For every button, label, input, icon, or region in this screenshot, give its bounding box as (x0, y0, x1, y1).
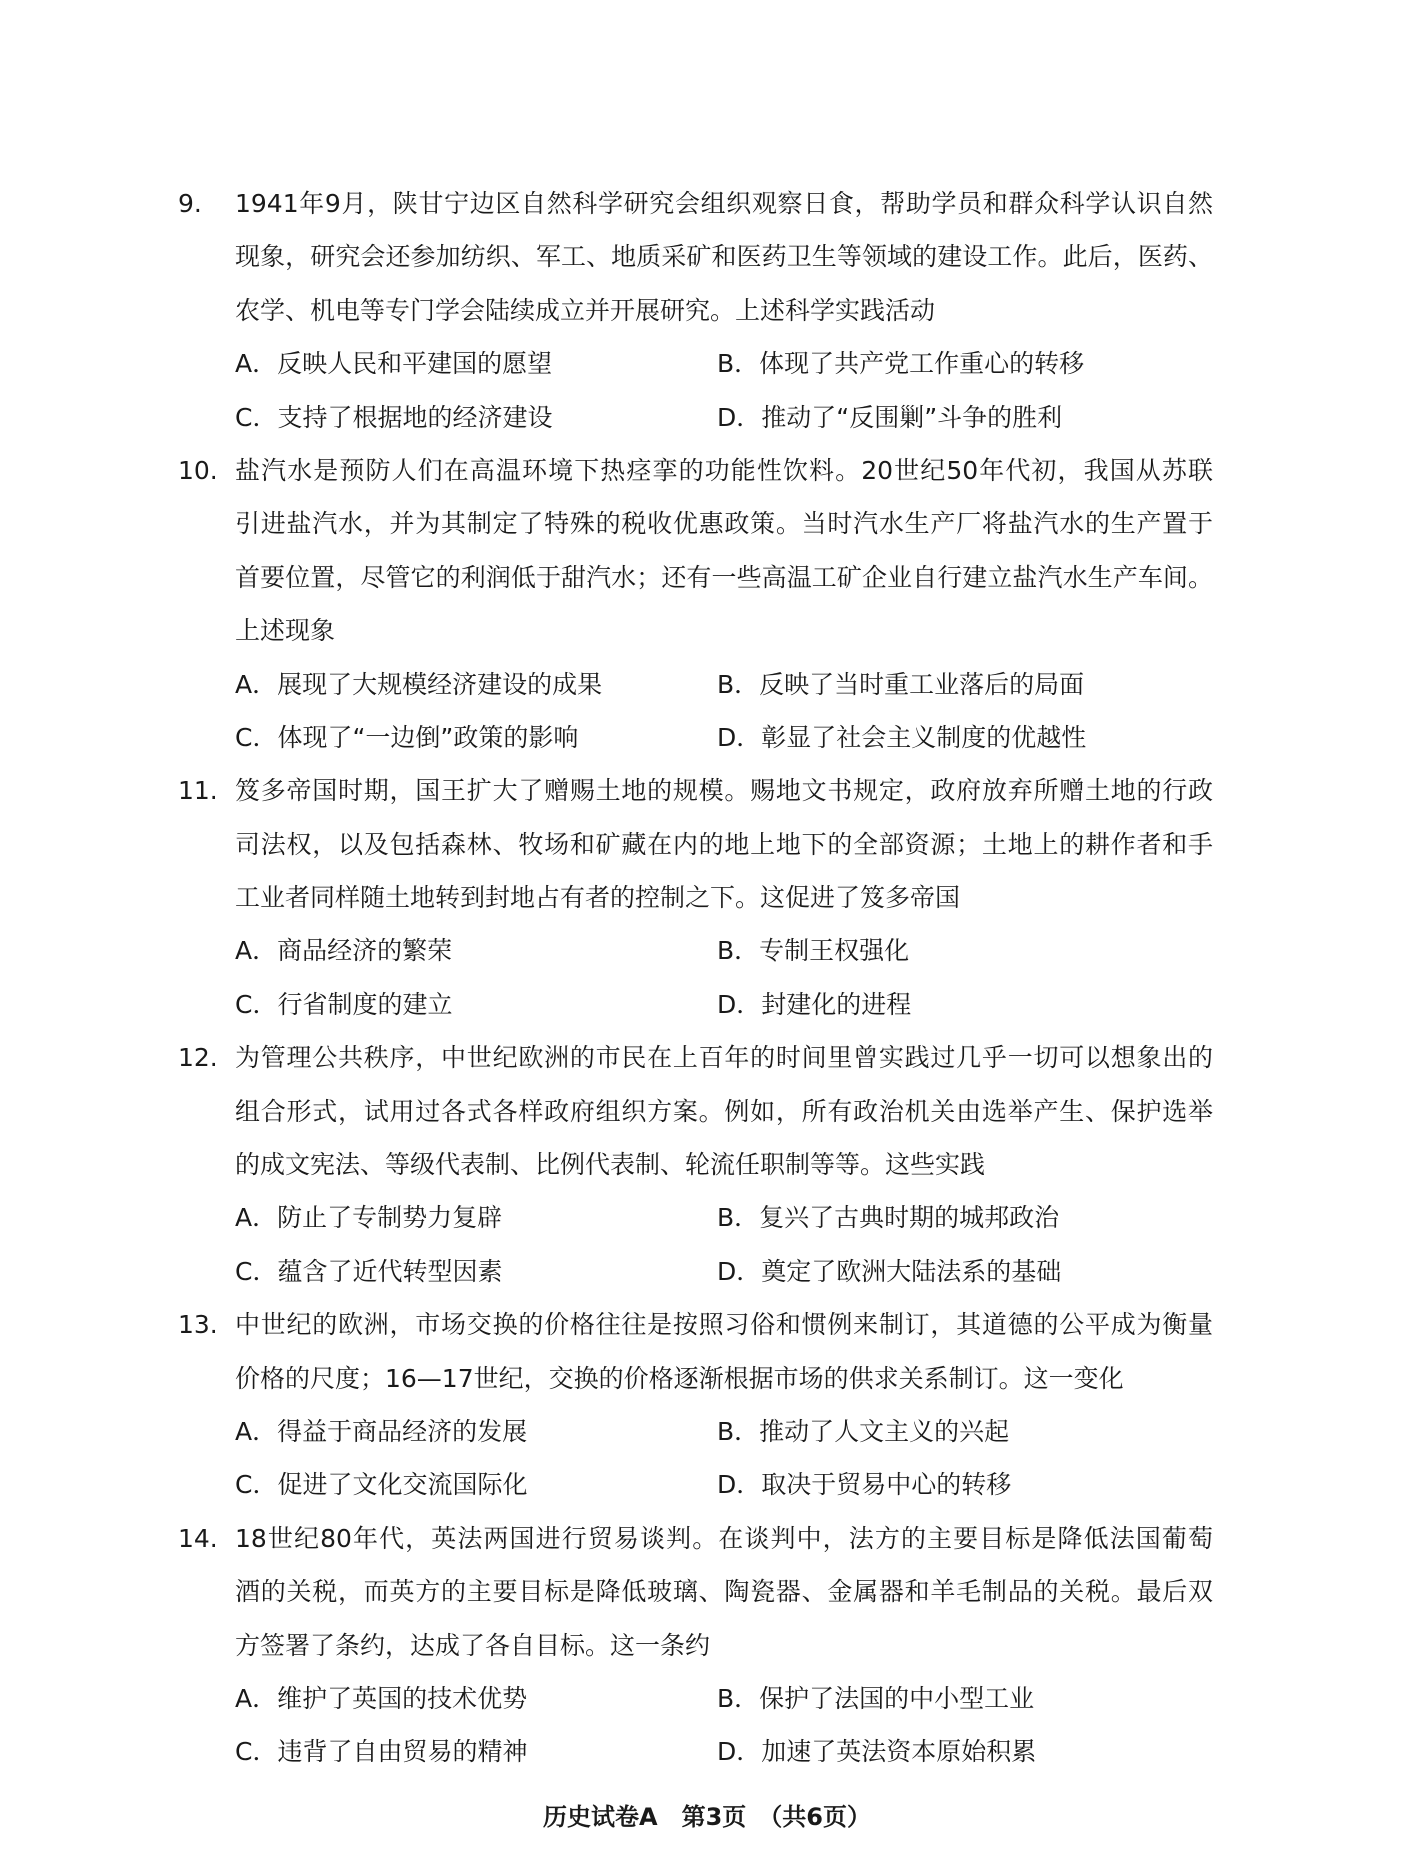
question-stem-line (0, 284, 1414, 337)
stem-text: 价格的尺度；16—17世纪，交换的价格逐渐根据市场的供求关系制订。这一变化 (235, 1363, 1124, 1393)
option-C: C．体现了“一边倒”政策的影响 (235, 722, 579, 752)
option-B: B．保护了法国的中小型工业 (717, 1683, 1035, 1713)
exam-page (0, 177, 1414, 1779)
stem-text: 为管理公共秩序，中世纪欧洲的市民在上百年的时间里曾实践过几乎一切可以想象出的 (235, 1043, 1213, 1073)
options-row (0, 1458, 1414, 1511)
option-A: A．反映人民和平建国的愿望 (235, 349, 553, 379)
option-D: D．彰显了社会主义制度的优越性 (717, 722, 1087, 752)
question-stem-line (0, 1352, 1414, 1405)
stem-text: 笈多帝国时期，国王扩大了赠赐土地的规模。赐地文书规定，政府放弃所赠土地的行政 (235, 776, 1213, 806)
question-number: 14. (178, 1523, 218, 1553)
option-C: C．违背了自由贸易的精神 (235, 1737, 528, 1767)
option-A: A．展现了大规模经济建设的成果 (235, 669, 603, 699)
question-13 (0, 1298, 1414, 1512)
option-D: D．推动了“反围剿”斗争的胜利 (717, 402, 1063, 432)
stem-text: 方签署了条约，达成了各自目标。这一条约 (235, 1630, 711, 1660)
option-D: D．封建化的进程 (717, 989, 912, 1019)
option-A: A．防止了专制势力复辟 (235, 1203, 503, 1233)
options-row (0, 1191, 1414, 1244)
option-B: B．推动了人文主义的兴起 (717, 1416, 1010, 1446)
question-stem-line (0, 551, 1414, 604)
options-row (0, 1672, 1414, 1725)
question-stem-line (0, 177, 1414, 230)
stem-text: 1941年9月，陕甘宁边区自然科学研究会组织观察日食，帮助学员和群众科学认识自然 (235, 189, 1213, 218)
stem-text: 上述现象 (235, 616, 336, 646)
page-footer: 历史试卷A 第3页 （共6页） (543, 1803, 871, 1831)
option-D: D．取决于贸易中心的转移 (717, 1470, 1012, 1500)
question-stem-line (0, 818, 1414, 871)
question-12 (0, 1031, 1414, 1298)
question-stem-line (0, 1085, 1414, 1138)
question-stem-line (0, 230, 1414, 283)
stem-text: 司法权，以及包括森林、牧场和矿藏在内的地上地下的全部资源；土地上的耕作者和手 (235, 829, 1213, 859)
options-row (0, 391, 1414, 444)
option-C: C．行省制度的建立 (235, 989, 453, 1019)
stem-text: 盐汽水是预防人们在高温环境下热痉挛的功能性饮料。20世纪50年代初，我国从苏联 (235, 455, 1213, 485)
stem-text: 酒的关税，而英方的主要目标是降低玻璃、陶瓷器、金属器和羊毛制品的关税。最后双 (235, 1577, 1213, 1607)
question-stem-line (0, 1512, 1414, 1565)
question-14 (0, 1512, 1414, 1779)
stem-text: 工业者同样随土地转到封地占有者的控制之下。这促进了笈多帝国 (235, 883, 961, 913)
option-B: B．体现了共产党工作重心的转移 (717, 349, 1085, 379)
question-stem-line (0, 1619, 1414, 1672)
question-9 (0, 177, 1414, 444)
question-11 (0, 764, 1414, 1031)
question-stem-line (0, 1138, 1414, 1191)
stem-text: 组合形式，试用过各式各样政府组织方案。例如，所有政治机关由选举产生、保护选举 (235, 1096, 1213, 1126)
options-row (0, 1405, 1414, 1458)
options-row (0, 978, 1414, 1031)
options-row (0, 711, 1414, 764)
option-C: C．促进了文化交流国际化 (235, 1470, 528, 1500)
stem-text: 现象，研究会还参加纺织、军工、地质采矿和医药卫生等领域的建设工作。此后，医药、 (235, 242, 1213, 272)
options-row (0, 337, 1414, 390)
option-D: D．奠定了欧洲大陆法系的基础 (717, 1256, 1062, 1286)
question-number: 10. (178, 455, 218, 485)
option-A: A．商品经济的繁荣 (235, 936, 453, 966)
question-number: 13. (178, 1310, 218, 1340)
option-A: A．维护了英国的技术优势 (235, 1683, 528, 1713)
question-stem-line (0, 764, 1414, 817)
stem-text: 引进盐汽水，并为其制定了特殊的税收优惠政策。当时汽水生产厂将盐汽水的生产置于 (235, 509, 1213, 539)
question-stem-line (0, 871, 1414, 924)
stem-text: 农学、机电等专门学会陆续成立并开展研究。上述科学实践活动 (235, 295, 936, 325)
question-stem-line (0, 1565, 1414, 1618)
question-number: 11. (178, 776, 218, 806)
option-B: B．专制王权强化 (717, 936, 910, 966)
option-C: C．蕴含了近代转型因素 (235, 1256, 503, 1286)
stem-text: 中世纪的欧洲，市场交换的价格往往是按照习俗和惯例来制订，其道德的公平成为衡量 (235, 1310, 1213, 1340)
option-B: B．复兴了古典时期的城邦政治 (717, 1203, 1060, 1233)
question-stem-line (0, 497, 1414, 550)
options-row (0, 924, 1414, 977)
question-stem-line (0, 444, 1414, 497)
question-number: 9. (178, 189, 202, 218)
question-10 (0, 444, 1414, 764)
stem-text: 18世纪80年代，英法两国进行贸易谈判。在谈判中，法方的主要目标是降低法国葡萄 (235, 1523, 1213, 1553)
question-stem-line (0, 604, 1414, 657)
option-C: C．支持了根据地的经济建设 (235, 402, 553, 432)
question-stem-line (0, 1298, 1414, 1351)
option-D: D．加速了英法资本原始积累 (717, 1737, 1037, 1767)
option-A: A．得益于商品经济的发展 (235, 1416, 528, 1446)
options-row (0, 1725, 1414, 1778)
options-row (0, 1245, 1414, 1298)
options-row (0, 658, 1414, 711)
stem-text: 的成文宪法、等级代表制、比例代表制、轮流任职制等等。这些实践 (235, 1150, 986, 1180)
stem-text: 首要位置，尽管它的利润低于甜汽水；还有一些高温工矿企业自行建立盐汽水生产车间。 (235, 562, 1213, 592)
option-B: B．反映了当时重工业落后的局面 (717, 669, 1085, 699)
question-stem-line (0, 1031, 1414, 1084)
question-number: 12. (178, 1043, 218, 1073)
